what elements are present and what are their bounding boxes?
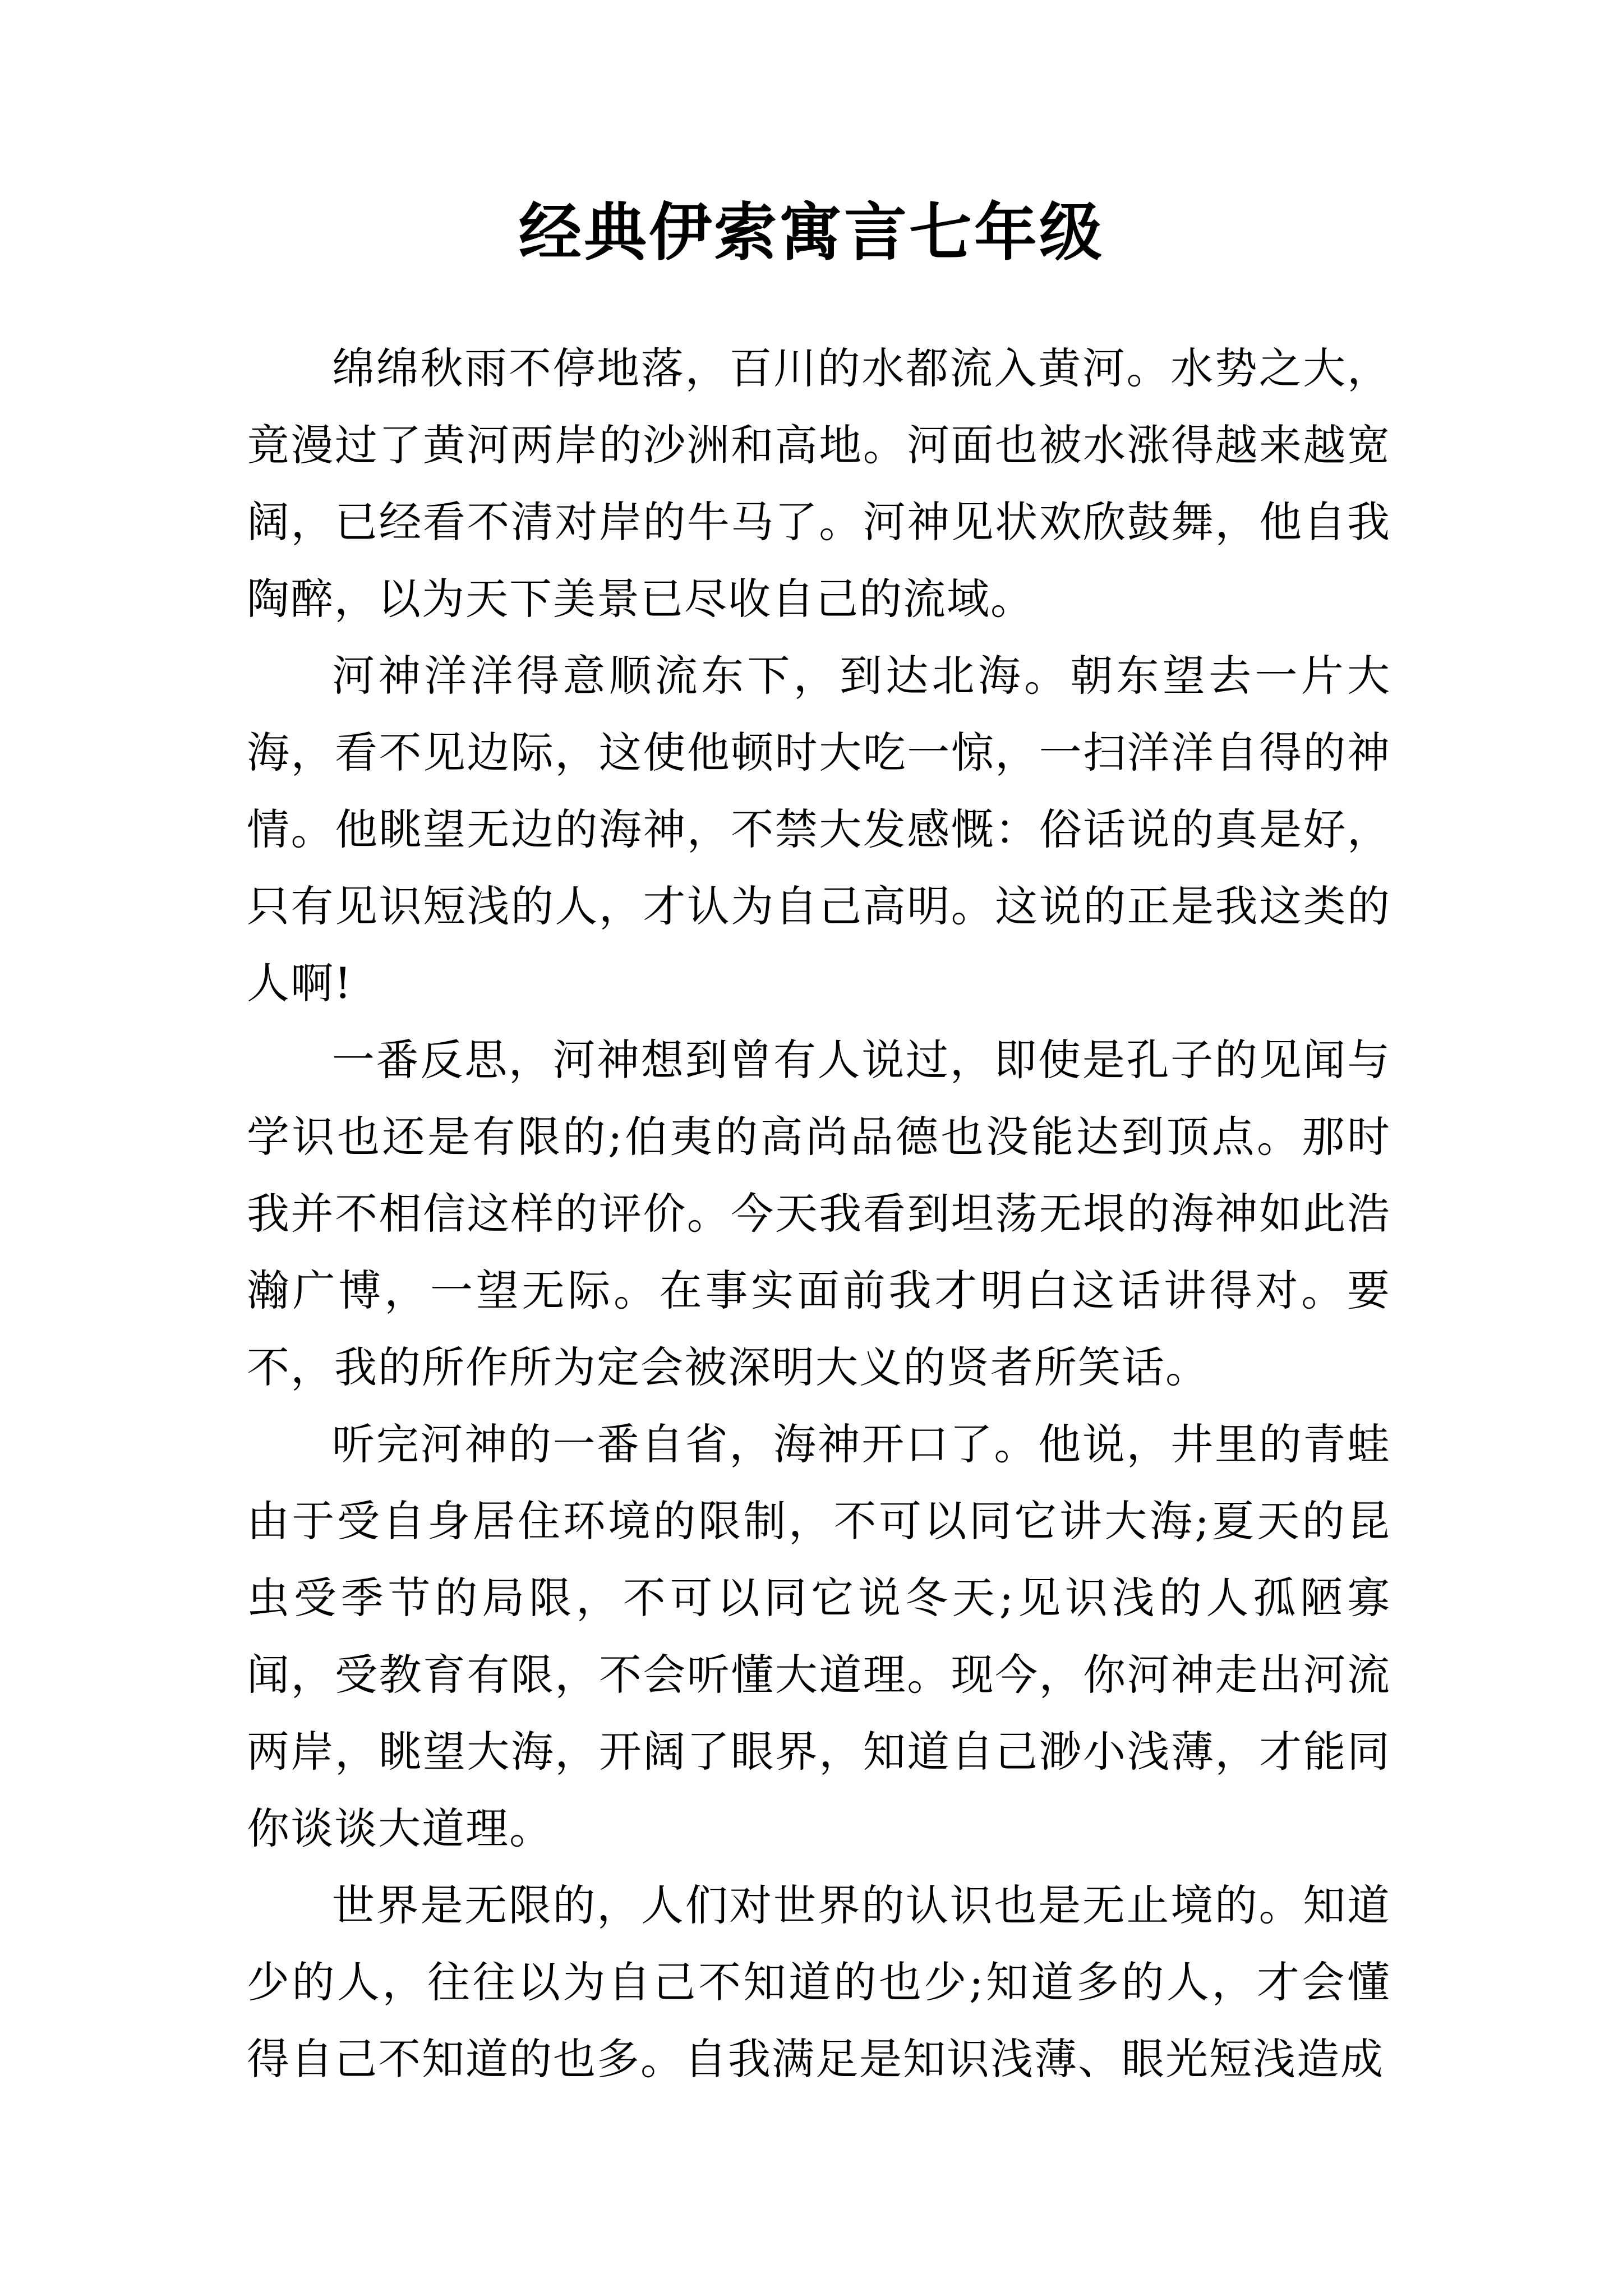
paragraph-2: 河神洋洋得意顺流东下，到达北海。朝东望去一片大海，看不见边际，这使他顿时大吃一惊，一扫洋洋自得的神情。他眺望无边的海神，不禁大发感慨：俗话说的真是好，只有见识短浅的人，才认为自己高明。这说的正是我这类的人啊!: [247, 651, 1391, 1008]
document-title: 经典伊索寓言七年级: [519, 196, 1104, 269]
document-body: [247, 330, 1391, 2097]
paragraph-5: 世界是无限的，人们对世界的认识也是无止境的。知道少的人，往往以为自己不知道的也少;知道多的人，才会懂得自己不知道的也多。自我满足是知识浅薄、眼光短浅造成: [247, 1880, 1391, 2084]
paragraph-4: 听完河神的一番自省，海神开口了。他说，井里的青蛙由于受自身居住环境的限制，不可以同它讲大海;夏天的昆虫受季节的局限，不可以同它说冬天;见识浅的人孤陋寡闻，受教育有限，不会听懂大道理。现今，你河神走出河流两岸，眺望大海，开阔了眼界，知道自己渺小浅薄，才能同你谈谈大道理。: [247, 1419, 1391, 1853]
paragraph-1: 绵绵秋雨不停地落，百川的水都流入黄河。水势之大，竟漫过了黄河两岸的沙洲和高地。河面也被水涨得越来越宽阔，已经看不清对岸的牛马了。河神见状欢欣鼓舞，他自我陶醉，以为天下美景已尽收自己的流域。: [247, 343, 1391, 624]
paragraph-3: 一番反思，河神想到曾有人说过，即使是孔子的见闻与学识也还是有限的;伯夷的高尚品德也没能达到顶点。那时我并不相信这样的评价。今天我看到坦荡无垠的海神如此浩瀚广博，一望无际。在事实面前我才明白这话讲得对。要不，我的所作所为定会被深明大义的贤者所笑话。: [247, 1035, 1391, 1392]
